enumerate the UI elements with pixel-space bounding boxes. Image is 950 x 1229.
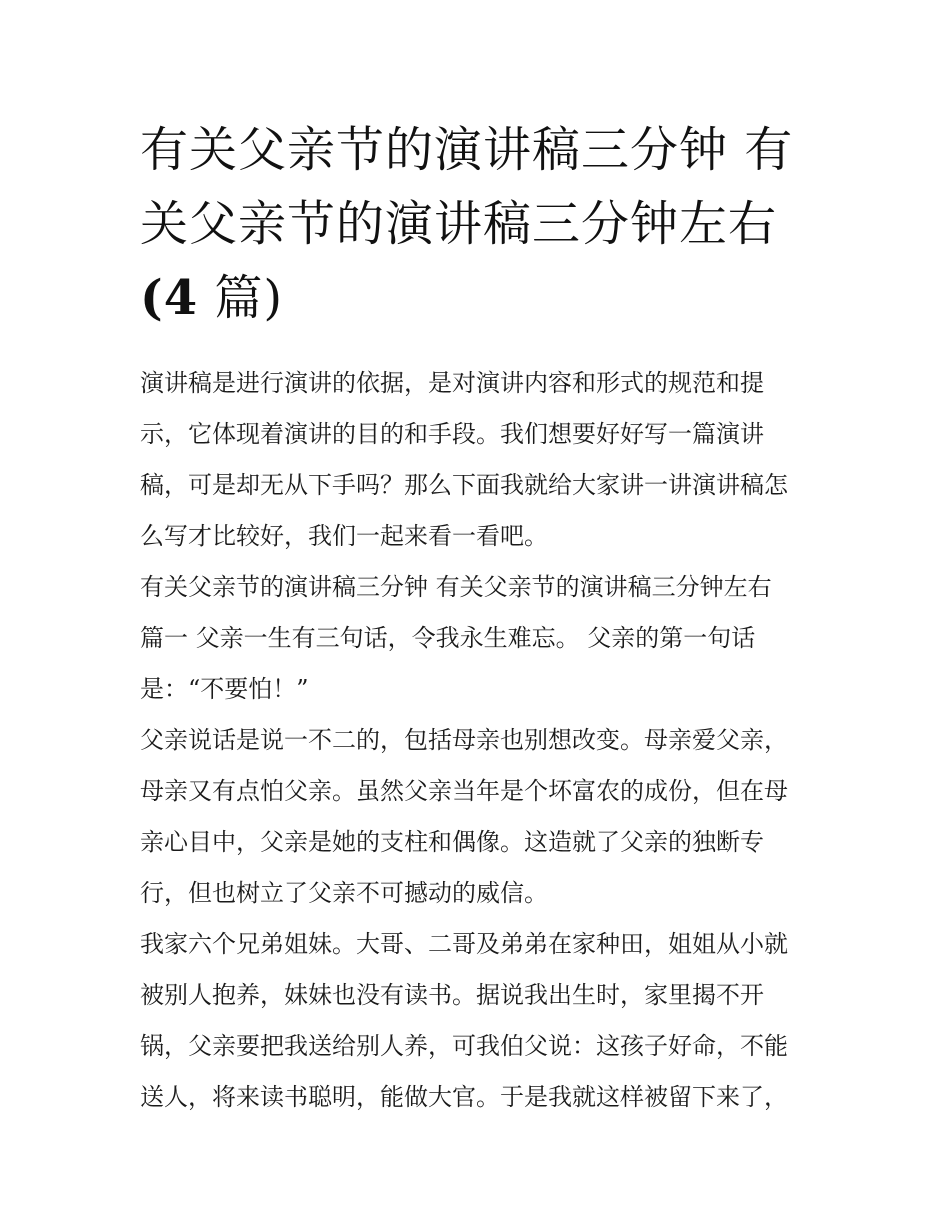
title-line-3-rest: 篇) [198,270,284,326]
paragraph-line: 送人，将来读书聪明，能做大官。于是我就这样被留下来了， [140,1083,788,1111]
paragraph-line: 么写才比较好，我们一起来看一看吧。 [140,522,548,550]
paragraph-line: 被别人抱养，妹妹也没有读书。据说我出生时，家里揭不开 [140,981,764,1009]
paragraph-line: 是：“不要怕！” [140,675,309,703]
document-body [140,358,820,1123]
paragraph-line: 篇一 父亲一生有三句话，令我永生难忘。 父亲的第一句话 [140,624,756,652]
paragraph-line: 行，但也树立了父亲不可撼动的威信。 [140,879,548,907]
document-title [140,113,820,335]
title-line-1: 有关父亲节的演讲稿三分钟 有 [140,122,794,178]
title-line-3-open: ( [140,270,164,326]
paragraph-line: 亲心目中，父亲是她的支柱和偶像。这造就了父亲的独断专 [140,828,764,856]
paragraph-line: 演讲稿是进行演讲的依据，是对演讲内容和形式的规范和提 [140,369,764,397]
paragraph-line: 示，它体现着演讲的目的和手段。我们想要好好写一篇演讲 [140,420,764,448]
title-line-2: 关父亲节的演讲稿三分钟左右 [140,196,778,252]
paragraph-father-authority [140,715,820,919]
paragraph-line: 有关父亲节的演讲稿三分钟 有关父亲节的演讲稿三分钟左右 [140,573,772,601]
title-line-3-number: 4 [163,270,199,326]
paragraph-line: 稿，可是却无从下手吗？那么下面我就给大家讲一讲演讲稿怎 [140,471,788,499]
paragraph-line: 锅，父亲要把我送给别人养，可我伯父说：这孩子好命，不能 [140,1032,788,1060]
paragraph-line: 父亲说话是说一不二的，包括母亲也别想改变。母亲爱父亲， [140,726,788,754]
paragraph-line: 我家六个兄弟姐妹。大哥、二哥及弟弟在家种田，姐姐从小就 [140,930,788,958]
paragraph-line: 母亲又有点怕父亲。虽然父亲当年是个坏富农的成份，但在母 [140,777,788,805]
paragraph-intro [140,358,820,562]
paragraph-article-one-heading [140,562,820,715]
paragraph-family [140,919,820,1123]
